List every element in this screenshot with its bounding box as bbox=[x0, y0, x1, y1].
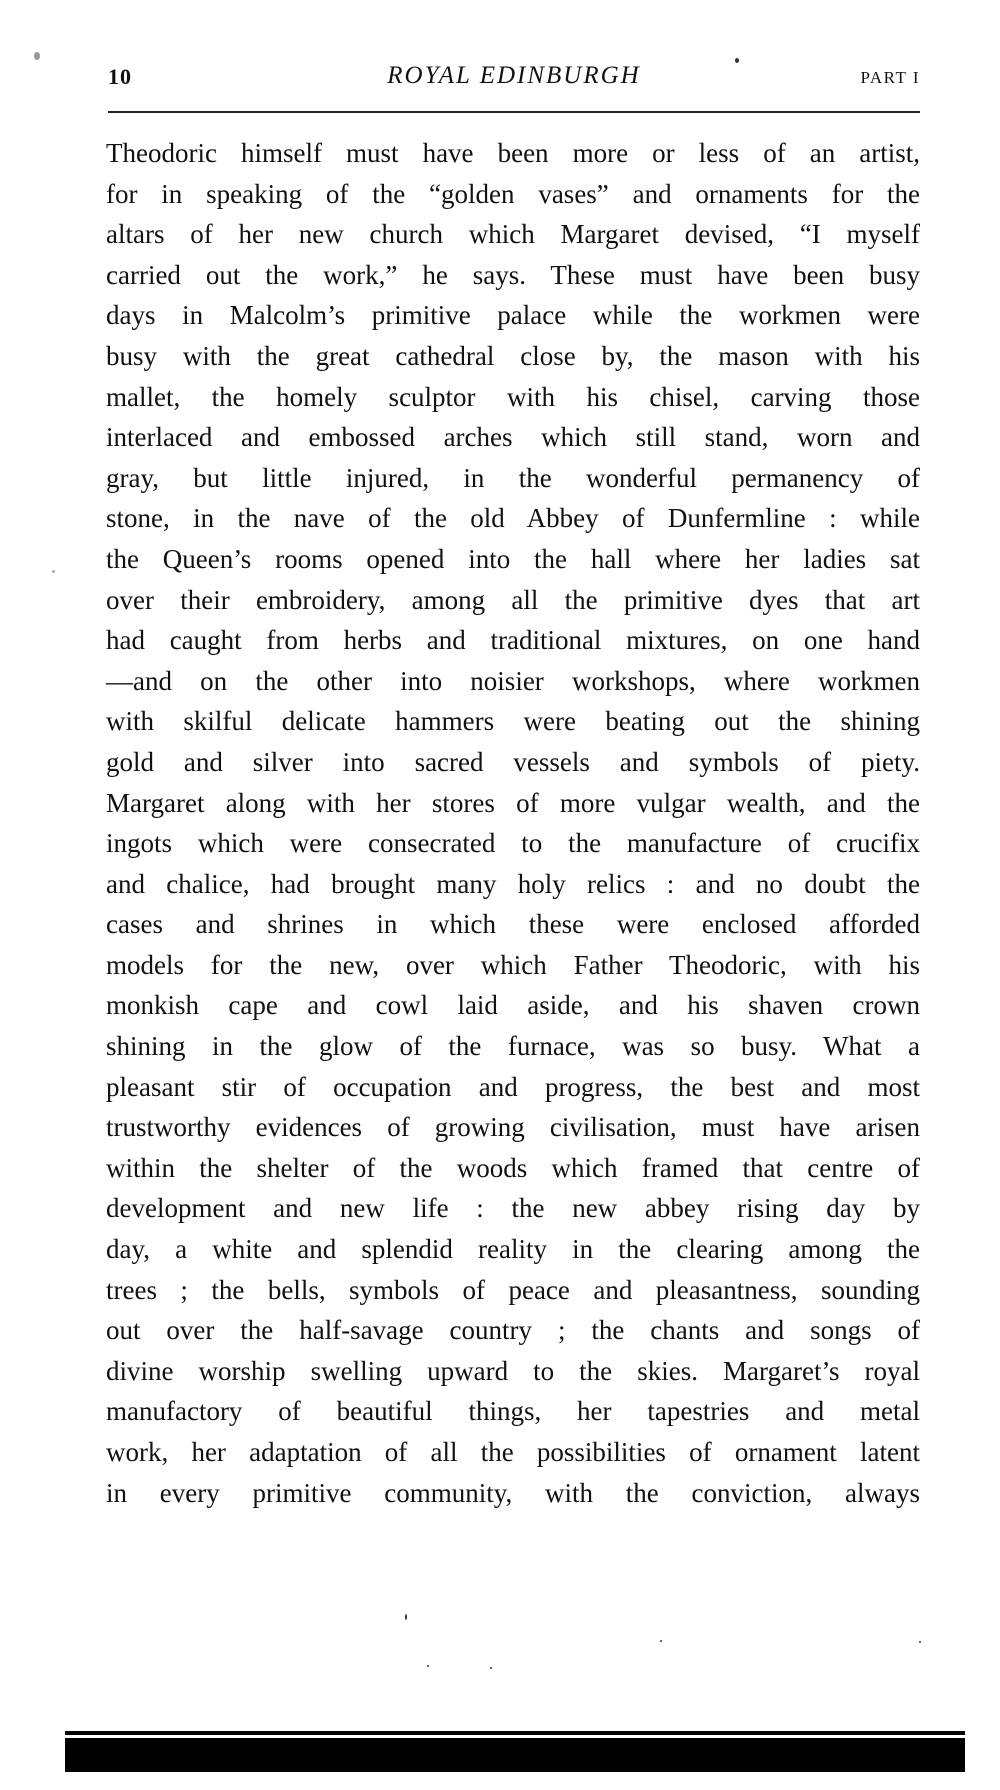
scan-speck bbox=[405, 1614, 407, 1620]
scan-speck bbox=[490, 1667, 492, 1669]
text-line: interlaced and embossed arches which still stand, worn and bbox=[106, 422, 920, 453]
text-line: trustworthy evidences of growing civilisation, must have arisen bbox=[106, 1112, 920, 1143]
text-line: altars of her new church which Margaret devised, “I myself bbox=[106, 219, 920, 250]
text-line: with skilful delicate hammers were beating out the shining bbox=[106, 706, 920, 737]
scan-speck bbox=[735, 58, 739, 63]
text-line: divine worship swelling upward to the skies. Margaret’s royal bbox=[106, 1355, 920, 1386]
text-line: cases and shrines in which these were enclosed afforded bbox=[106, 909, 920, 940]
text-line: days in Malcolm’s primitive palace while the workmen were bbox=[106, 300, 920, 331]
scan-speck bbox=[427, 1665, 429, 1667]
text-line: —and on the other into noisier workshops, where workmen bbox=[106, 665, 920, 696]
text-line: manufactory of beautiful things, her tapestries and metal bbox=[106, 1396, 920, 1427]
text-line: busy with the great cathedral close by, the mason with his bbox=[106, 340, 920, 371]
text-line: the Queen’s rooms opened into the hall where her ladies sat bbox=[106, 543, 920, 574]
page-number: 10 bbox=[108, 64, 132, 89]
text-line: mallet, the homely sculptor with his chisel, carving those bbox=[106, 381, 920, 412]
scan-speck bbox=[34, 52, 40, 60]
running-title: ROYAL EDINBURGH bbox=[387, 62, 641, 89]
text-line: over their embroidery, among all the primitive dyes that art bbox=[106, 584, 920, 615]
scan-edge-band bbox=[65, 1738, 965, 1772]
text-line: in every primitive community, with the conviction, always bbox=[106, 1477, 920, 1508]
scan-speck bbox=[52, 570, 55, 573]
text-line: Theodoric himself must have been more or less of an artist, bbox=[106, 138, 920, 168]
text-line: shining in the glow of the furnace, was so busy. What a bbox=[106, 1031, 920, 1062]
text-line: carried out the work,” he says. These must have been busy bbox=[106, 259, 920, 290]
scan-speck bbox=[660, 1640, 662, 1642]
text-line: had caught from herbs and traditional mixtures, on one hand bbox=[106, 625, 920, 656]
text-line: Margaret along with her stores of more vulgar wealth, and the bbox=[106, 787, 920, 818]
text-line: monkish cape and cowl laid aside, and his shaven crown bbox=[106, 990, 920, 1021]
text-line: day, a white and splendid reality in the clearing among the bbox=[106, 1234, 920, 1265]
text-line: development and new life : the new abbey rising day by bbox=[106, 1193, 920, 1224]
text-line: stone, in the nave of the old Abbey of Dunfermline : while bbox=[106, 503, 920, 534]
text-line: trees ; the bells, symbols of peace and pleasantness, sounding bbox=[106, 1274, 920, 1305]
running-header bbox=[108, 58, 920, 98]
part-label: PART I bbox=[860, 68, 920, 87]
text-line: out over the half-savage country ; the chants and songs of bbox=[106, 1315, 920, 1346]
scan-edge-band bbox=[65, 1731, 965, 1735]
text-line: and chalice, had brought many holy relics : and no doubt the bbox=[106, 868, 920, 899]
body-text bbox=[106, 133, 920, 1513]
header-rule bbox=[108, 111, 920, 113]
text-line: within the shelter of the woods which framed that centre of bbox=[106, 1152, 920, 1183]
text-line: gold and silver into sacred vessels and symbols of piety. bbox=[106, 746, 920, 777]
text-line: for in speaking of the “golden vases” and ornaments for the bbox=[106, 178, 920, 209]
text-line: work, her adaptation of all the possibilities of ornament latent bbox=[106, 1437, 920, 1467]
text-line: models for the new, over which Father Theodoric, with his bbox=[106, 949, 920, 980]
scan-speck bbox=[919, 1641, 921, 1643]
text-line: gray, but little injured, in the wonderful permanency of bbox=[106, 462, 920, 493]
text-line: ingots which were consecrated to the manufacture of crucifix bbox=[106, 828, 920, 859]
text-line: pleasant stir of occupation and progress, the best and most bbox=[106, 1071, 920, 1102]
